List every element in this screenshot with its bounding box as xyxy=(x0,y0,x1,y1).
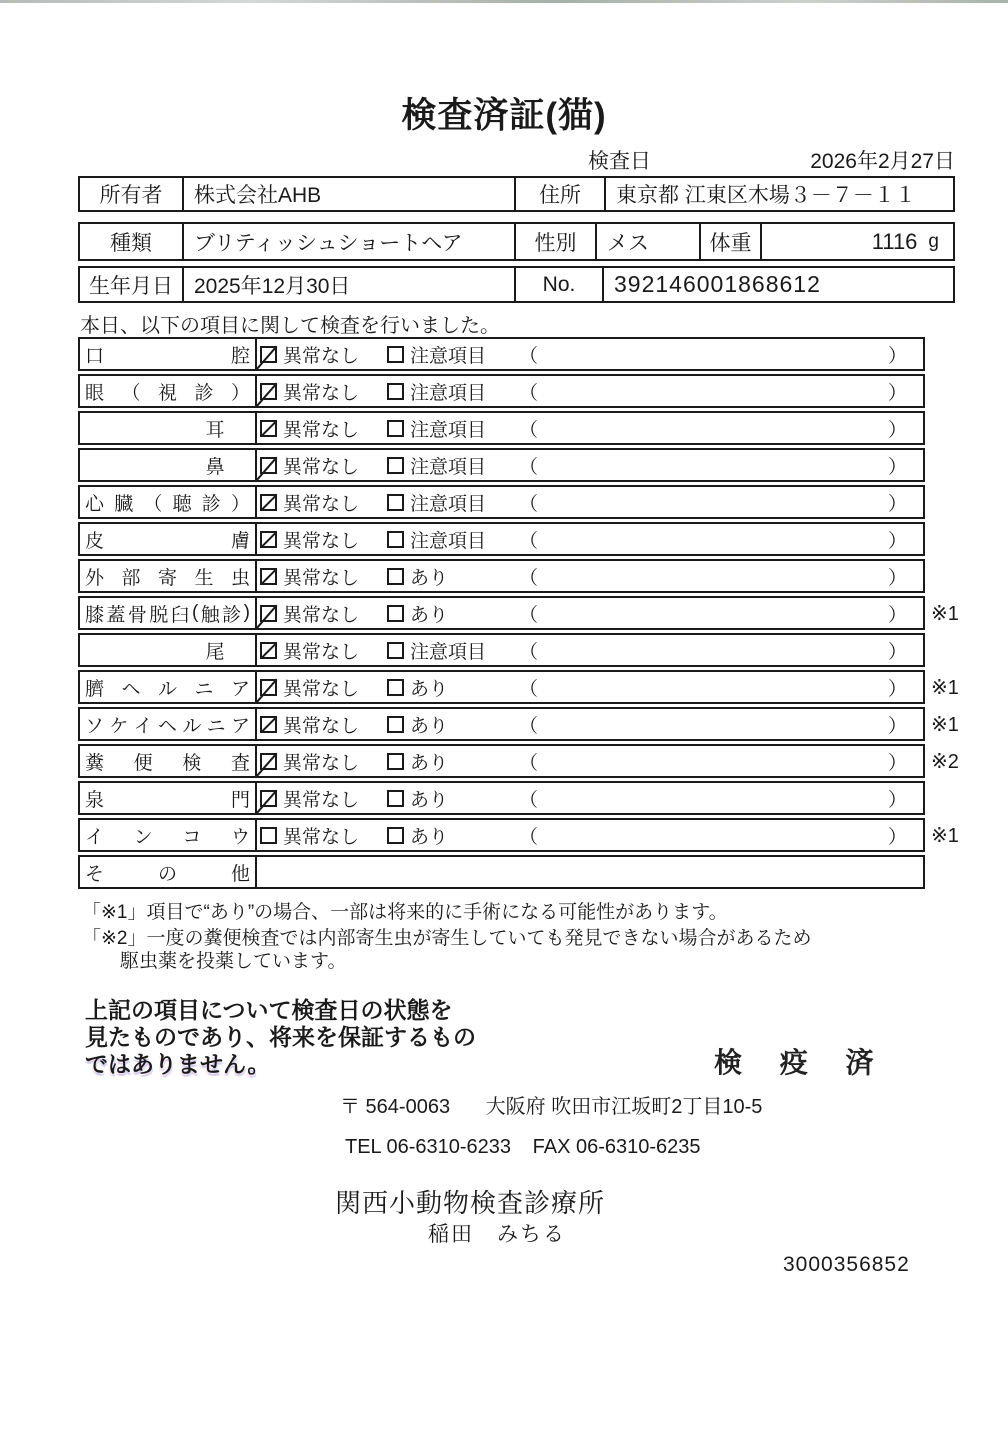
option-attention xyxy=(387,341,519,368)
checklist-item-options xyxy=(257,524,923,554)
checklist-row xyxy=(78,374,925,408)
option-attention xyxy=(387,452,519,479)
clinic-address: 大阪府 吹田市江坂町2丁目10-5 xyxy=(485,1096,763,1118)
option-normal xyxy=(260,711,387,738)
disclaimer-line-3: ではありません。 xyxy=(85,1051,271,1077)
checklist-row xyxy=(78,670,959,704)
serial-number: 3000356852 xyxy=(783,1253,910,1276)
checklist-item-options xyxy=(257,376,923,406)
checklist-row xyxy=(78,485,925,519)
findings-paren-open: （ xyxy=(519,530,539,552)
findings-paren-close: ） xyxy=(887,456,907,478)
checklist-item-options xyxy=(257,746,923,776)
option-attention-label: あり xyxy=(410,752,449,774)
checklist-item-options xyxy=(257,450,923,480)
option-normal xyxy=(260,600,387,627)
option-attention xyxy=(387,489,519,516)
option-normal-label: 異常なし xyxy=(283,826,360,848)
checklist-row xyxy=(78,781,925,815)
clinic-tel-line xyxy=(345,1136,701,1159)
option-normal xyxy=(260,637,387,664)
findings-paren-close: ） xyxy=(887,752,907,774)
clinic-name: 関西小動物検査診療所 xyxy=(335,1188,606,1218)
checkbox-normal-icon xyxy=(260,420,277,437)
inspection-date-label: 検査日 xyxy=(588,150,651,173)
findings-paren-close: ） xyxy=(887,789,907,811)
footnote-marker: ※1 xyxy=(931,603,959,625)
checkbox-normal-icon xyxy=(260,790,277,807)
clinic-tel: TEL 06-6310-6233 xyxy=(345,1136,512,1158)
option-attention xyxy=(387,674,519,701)
option-attention xyxy=(387,711,519,738)
checkbox-normal-icon xyxy=(260,346,277,363)
checklist-item-name: 鼻 xyxy=(80,450,257,480)
checkbox-normal-icon xyxy=(260,642,277,659)
option-normal-label: 異常なし xyxy=(283,345,360,367)
checklist-item-name: 尾 xyxy=(80,635,257,665)
option-attention-label: 注意項目 xyxy=(410,641,487,663)
option-normal-label: 異常なし xyxy=(283,789,360,811)
checkbox-attention-icon xyxy=(387,716,404,733)
checklist-item-options xyxy=(257,487,923,517)
checkbox-attention-icon xyxy=(387,753,404,770)
option-normal-label: 異常なし xyxy=(283,530,360,552)
checklist-item-options xyxy=(257,413,923,443)
weight-unit: g xyxy=(928,230,939,252)
option-attention-label: あり xyxy=(410,678,449,700)
option-attention xyxy=(387,785,519,812)
option-normal xyxy=(260,785,387,812)
checkbox-attention-icon xyxy=(387,383,404,400)
id-number-label: No. xyxy=(514,268,602,301)
clinic-postal-line xyxy=(340,1090,762,1119)
disclaimer-line-1: 上記の項目について検査日の状態を xyxy=(85,997,453,1023)
option-attention xyxy=(387,563,519,590)
checklist-item-options xyxy=(257,561,923,591)
option-normal xyxy=(260,674,387,701)
footnote-1: 「※1」項目で“あり”の場合、一部は将来的に手術になる可能性があります。 xyxy=(82,902,728,923)
checklist-item-name: 外 部 寄 生 虫 xyxy=(80,561,257,591)
checklist-row xyxy=(78,411,925,445)
option-normal-label: 異常なし xyxy=(283,715,360,737)
findings-paren-open: （ xyxy=(519,826,539,848)
findings-paren-close: ） xyxy=(887,678,907,700)
findings-paren-open: （ xyxy=(519,604,539,626)
option-normal-label: 異常なし xyxy=(283,567,360,589)
findings-paren-open: （ xyxy=(519,345,539,367)
option-normal-label: 異常なし xyxy=(283,456,360,478)
checklist-item-options xyxy=(257,635,923,665)
checklist-item-options xyxy=(257,820,923,850)
checklist-table xyxy=(78,337,959,892)
quarantine-stamp: 検 疫 済 xyxy=(714,1047,889,1078)
checklist-item-name: 膝 蓋 骨 脱 臼 ( 触 診 ) xyxy=(80,598,257,628)
findings-paren-open: （ xyxy=(519,456,539,478)
option-attention xyxy=(387,526,519,553)
checklist-item-name: そ の 他 xyxy=(80,857,257,887)
findings-paren-close: ） xyxy=(887,345,907,367)
footnote-marker: ※1 xyxy=(931,677,959,699)
findings-paren-open: （ xyxy=(519,493,539,515)
checkbox-normal-icon xyxy=(260,457,277,474)
option-normal-label: 異常なし xyxy=(283,604,360,626)
checklist-row xyxy=(78,596,959,630)
checklist-item-name: 心 臓 （ 聴 診 ） xyxy=(80,487,257,517)
option-attention xyxy=(387,378,519,405)
checkbox-attention-icon xyxy=(387,420,404,437)
checklist-item-options xyxy=(257,709,923,739)
checklist-row xyxy=(78,744,959,778)
findings-paren-open: （ xyxy=(519,789,539,811)
checkbox-attention-icon xyxy=(387,494,404,511)
checkbox-attention-icon xyxy=(387,457,404,474)
option-normal xyxy=(260,378,387,405)
findings-paren-open: （ xyxy=(519,752,539,774)
option-attention xyxy=(387,748,519,775)
intro-text: 本日、以下の項目に関して検査を行いました。 xyxy=(80,315,500,337)
checkbox-normal-icon xyxy=(260,494,277,511)
checkbox-attention-icon xyxy=(387,642,404,659)
breed-value: ブリティッシュショートヘア xyxy=(182,224,514,259)
checkbox-attention-icon xyxy=(387,679,404,696)
clinic-postal-code: 〒 564-0063 xyxy=(340,1096,451,1118)
option-normal xyxy=(260,526,387,553)
checklist-item-name: イ ン コ ウ xyxy=(80,820,257,850)
findings-paren-open: （ xyxy=(519,419,539,441)
checklist-row xyxy=(78,448,925,482)
scan-artifact-line xyxy=(0,0,1008,3)
findings-paren-close: ） xyxy=(887,530,907,552)
findings-paren-close: ） xyxy=(887,567,907,589)
weight-label: 体重 xyxy=(699,224,760,259)
owner-address-value: 東京都 江東区木場３－７－１１ xyxy=(604,178,953,210)
footnote-marker: ※1 xyxy=(931,714,959,736)
checkbox-normal-icon xyxy=(260,753,277,770)
option-attention-label: あり xyxy=(410,604,449,626)
findings-paren-open: （ xyxy=(519,715,539,737)
checklist-item-options xyxy=(257,783,923,813)
option-normal xyxy=(260,563,387,590)
checkbox-attention-icon xyxy=(387,827,404,844)
option-normal-label: 異常なし xyxy=(283,419,360,441)
checklist-item-name: ソ ケ イ ヘ ル ニ ア xyxy=(80,709,257,739)
option-attention-label: 注意項目 xyxy=(410,456,487,478)
checklist-row xyxy=(78,855,925,889)
option-normal-label: 異常なし xyxy=(283,493,360,515)
checkbox-normal-icon xyxy=(260,679,277,696)
findings-paren-open: （ xyxy=(519,641,539,663)
checkbox-normal-icon xyxy=(260,827,277,844)
veterinarian-name: 稲田 みちる xyxy=(428,1223,566,1246)
checklist-row xyxy=(78,522,925,556)
option-normal-label: 異常なし xyxy=(283,678,360,700)
checklist-item-name: 眼 （ 視 診 ） xyxy=(80,376,257,406)
checkbox-attention-icon xyxy=(387,568,404,585)
option-normal xyxy=(260,822,387,849)
checkbox-attention-icon xyxy=(387,605,404,622)
option-normal xyxy=(260,415,387,442)
option-attention-label: 注意項目 xyxy=(410,493,487,515)
checklist-row xyxy=(78,559,925,593)
sex-label: 性別 xyxy=(514,224,595,259)
option-attention-label: 注意項目 xyxy=(410,345,487,367)
option-attention-label: あり xyxy=(410,715,449,737)
findings-paren-close: ） xyxy=(887,715,907,737)
checklist-item-options xyxy=(257,672,923,702)
option-attention-label: あり xyxy=(410,789,449,811)
option-attention xyxy=(387,822,519,849)
option-normal xyxy=(260,489,387,516)
footnote-2-continued: 駆虫薬を投薬しています。 xyxy=(120,951,347,972)
option-attention xyxy=(387,600,519,627)
footnote-marker: ※2 xyxy=(931,751,959,773)
findings-paren-close: ） xyxy=(887,641,907,663)
checklist-row xyxy=(78,337,925,371)
checklist-item-options xyxy=(257,598,923,628)
option-normal xyxy=(260,452,387,479)
findings-paren-close: ） xyxy=(887,826,907,848)
option-attention xyxy=(387,415,519,442)
disclaimer-line-2: 見たものであり、将来を保証するもの xyxy=(85,1024,476,1050)
checkbox-normal-icon xyxy=(260,568,277,585)
checklist-item-options xyxy=(257,339,923,369)
disclaimer-text xyxy=(85,997,476,1078)
option-attention-label: あり xyxy=(410,567,449,589)
checkbox-normal-icon xyxy=(260,716,277,733)
option-normal xyxy=(260,748,387,775)
findings-paren-close: ） xyxy=(887,382,907,404)
checkbox-attention-icon xyxy=(387,790,404,807)
option-attention-label: 注意項目 xyxy=(410,419,487,441)
clinic-fax: FAX 06-6310-6235 xyxy=(532,1136,701,1158)
weight-value-cell xyxy=(760,224,953,259)
weight-value: 1116 xyxy=(871,228,918,254)
checklist-item-options xyxy=(257,857,923,887)
findings-paren-open: （ xyxy=(519,567,539,589)
checklist-item-name: 口 腔 xyxy=(80,339,257,369)
option-normal-label: 異常なし xyxy=(283,382,360,404)
findings-paren-close: ） xyxy=(887,493,907,515)
owner-table xyxy=(78,176,955,212)
findings-paren-close: ） xyxy=(887,419,907,441)
checklist-item-name: 泉 門 xyxy=(80,783,257,813)
option-normal-label: 異常なし xyxy=(283,752,360,774)
birth-id-table xyxy=(78,266,955,303)
checkbox-normal-icon xyxy=(260,383,277,400)
owner-value: 株式会社AHB xyxy=(182,178,514,210)
findings-paren-open: （ xyxy=(519,678,539,700)
footnote-2: 「※2」一度の糞便検査では内部寄生虫が寄生していても発見できない場合があるため xyxy=(82,928,812,949)
option-attention-label: あり xyxy=(410,826,449,848)
id-number-value: 392146001868612 xyxy=(602,268,953,301)
birthdate-label: 生年月日 xyxy=(89,274,173,298)
checklist-item-name: 臍 ヘ ル ニ ア xyxy=(80,672,257,702)
option-attention-label: 注意項目 xyxy=(410,530,487,552)
checklist-row xyxy=(78,818,959,852)
option-normal-label: 異常なし xyxy=(283,641,360,663)
findings-paren-close: ） xyxy=(887,604,907,626)
footnote-marker: ※1 xyxy=(931,825,959,847)
option-normal xyxy=(260,341,387,368)
birthdate-value: 2025年12月30日 xyxy=(182,268,514,301)
animal-table xyxy=(78,222,955,261)
document-title: 検査済証(猫) xyxy=(401,96,607,135)
checkbox-attention-icon xyxy=(387,531,404,548)
checklist-row xyxy=(78,633,925,667)
checklist-row xyxy=(78,707,959,741)
checklist-item-name: 糞 便 検 査 xyxy=(80,746,257,776)
option-attention xyxy=(387,637,519,664)
inspection-date-value: 2026年2月27日 xyxy=(810,150,955,173)
option-attention-label: 注意項目 xyxy=(410,382,487,404)
sex-value: メス xyxy=(595,224,699,259)
findings-paren-open: （ xyxy=(519,382,539,404)
checklist-item-name: 皮 膚 xyxy=(80,524,257,554)
checkbox-attention-icon xyxy=(387,346,404,363)
checkbox-normal-icon xyxy=(260,531,277,548)
breed-label: 種類 xyxy=(110,231,152,255)
checkbox-normal-icon xyxy=(260,605,277,622)
owner-label: 所有者 xyxy=(99,184,163,207)
owner-address-label: 住所 xyxy=(514,178,604,210)
checklist-item-name: 耳 xyxy=(80,413,257,443)
